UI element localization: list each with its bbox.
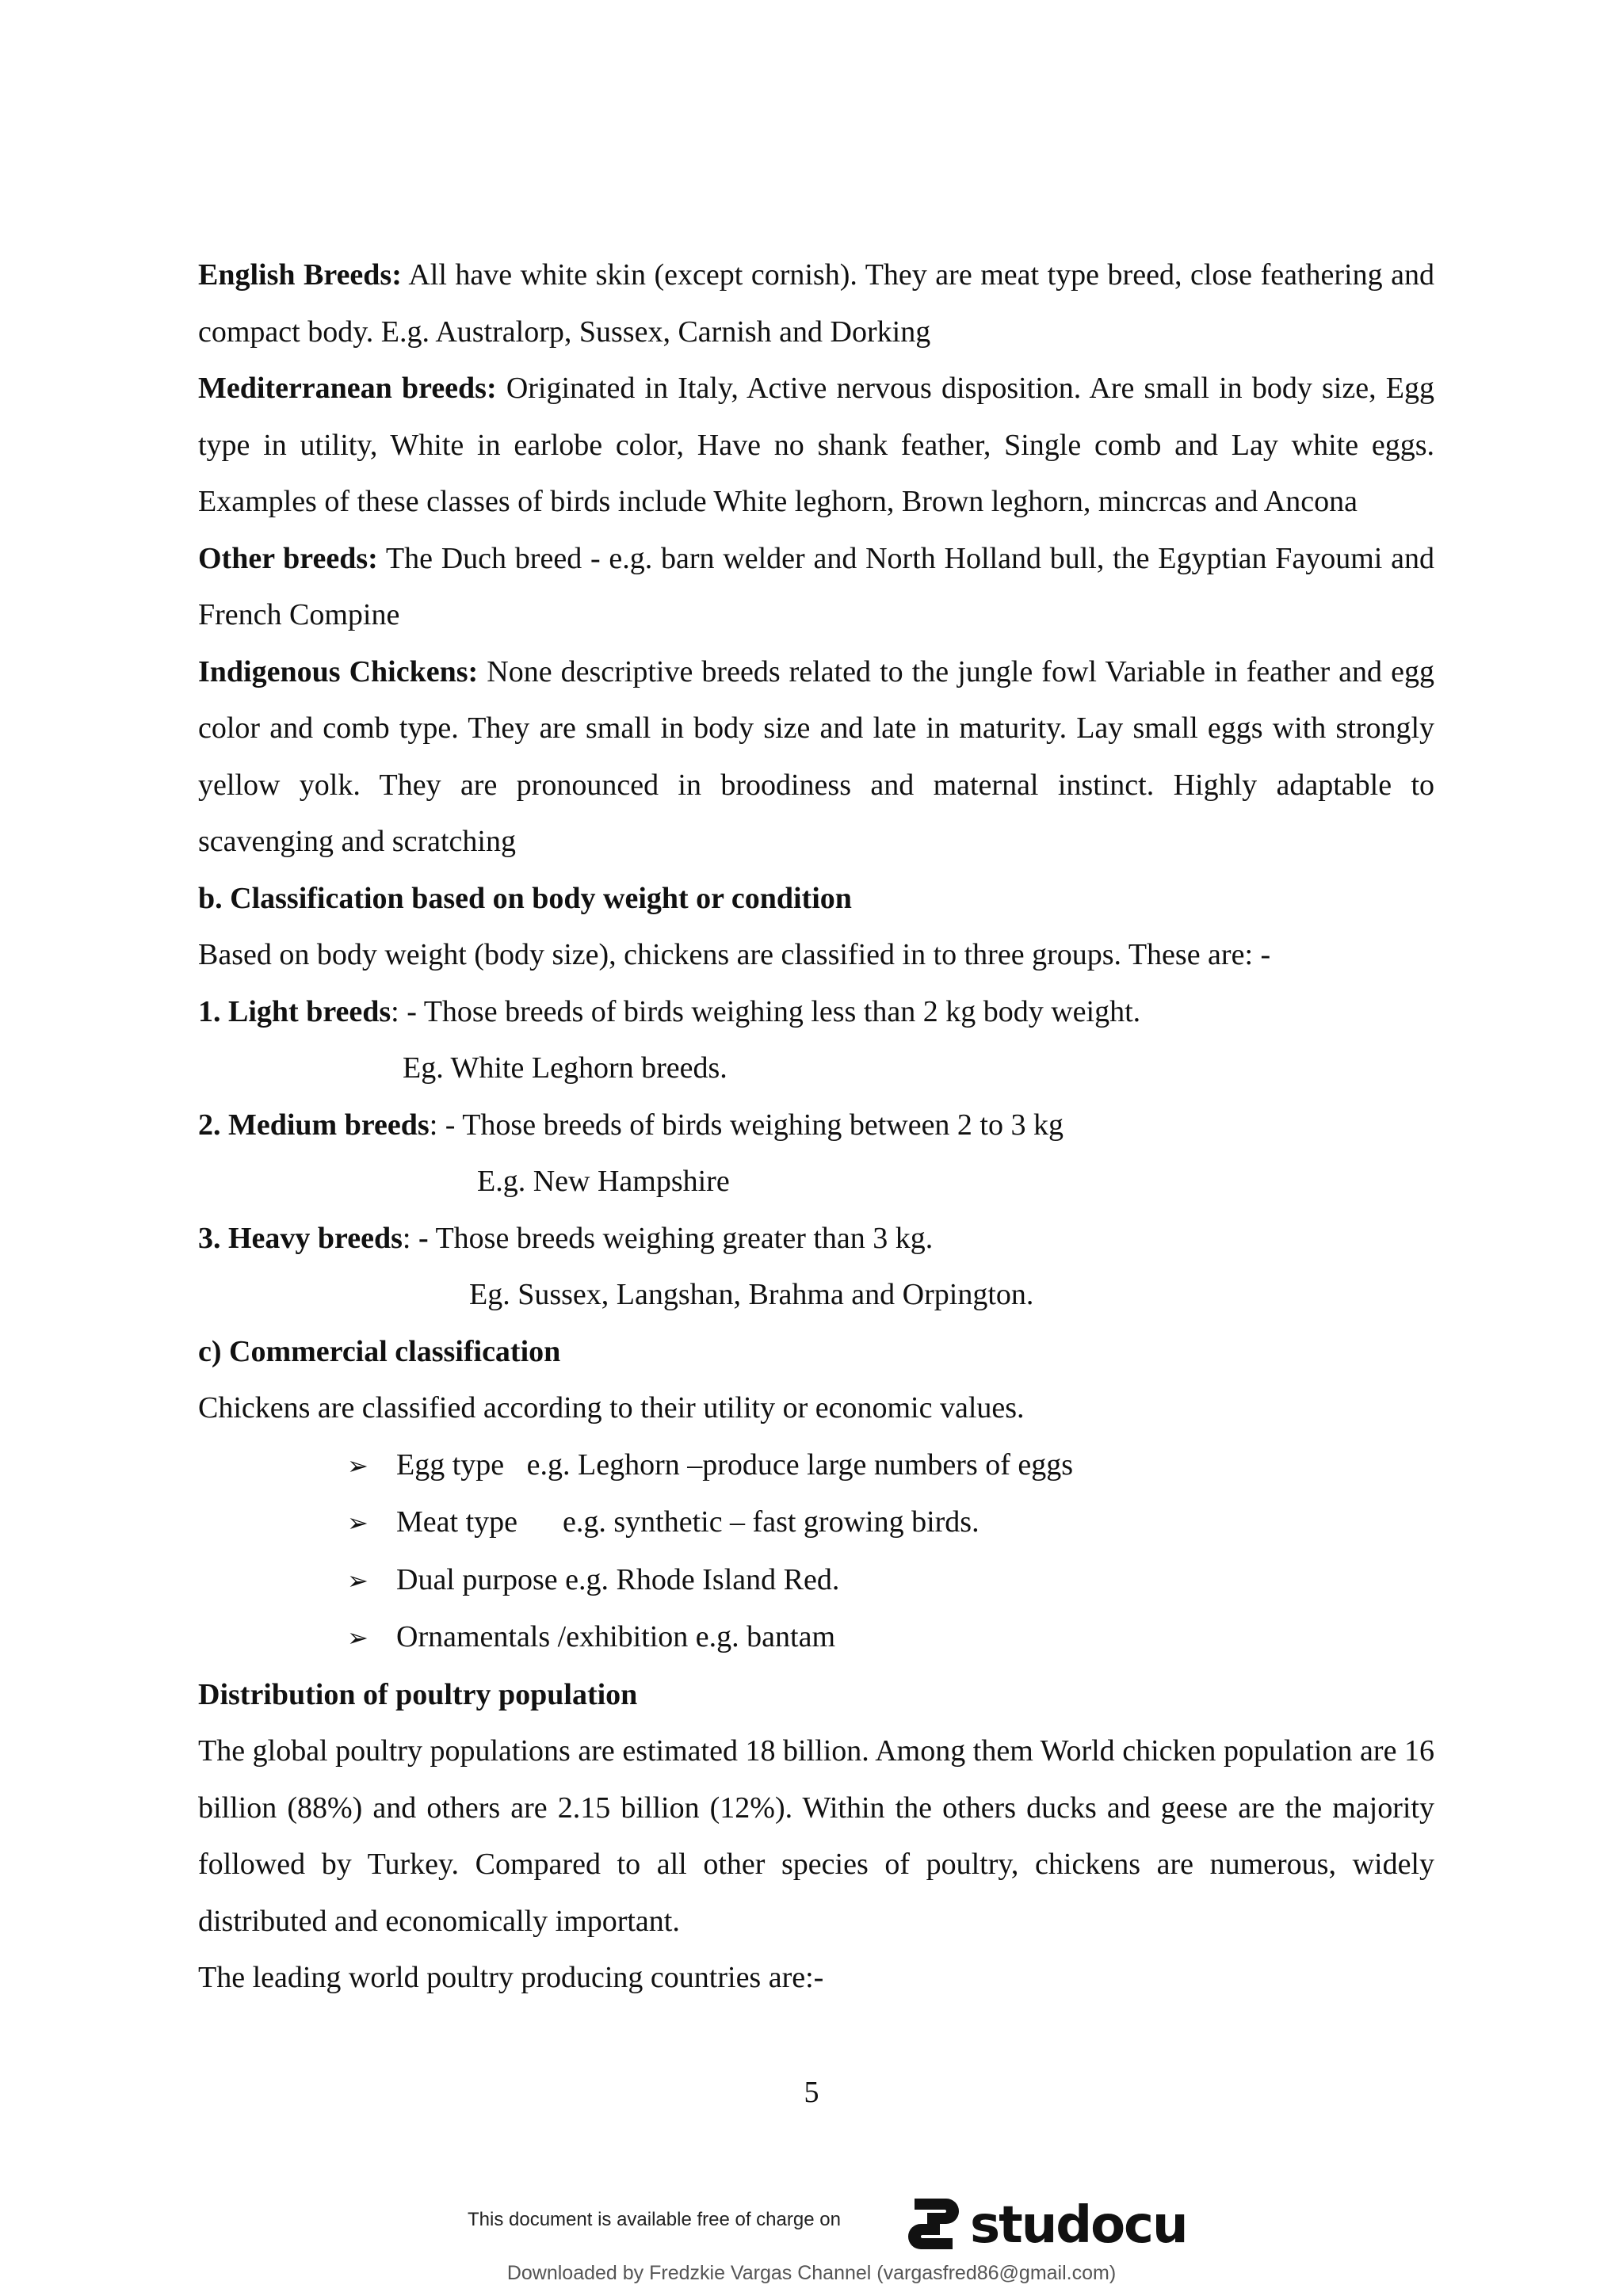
body-weight-intro: Based on body weight (body size), chickens are classified in to three groups. These are: - [198, 938, 1271, 971]
arrow-bullet-icon: ➢ [347, 1623, 369, 1653]
commercial-heading: c) Commercial classification [198, 1334, 561, 1368]
mediterranean-breeds-paragraph [198, 360, 1434, 531]
arrow-bullet-icon: ➢ [347, 1450, 369, 1481]
leading-countries-line: The leading world poultry producing countries are:- [198, 1961, 824, 1994]
english-breeds-paragraph [198, 247, 1434, 360]
other-breeds-paragraph [198, 531, 1434, 644]
distribution-heading: Distribution of poultry population [198, 1677, 638, 1711]
studocu-logo[interactable] [900, 2190, 1187, 2261]
light-breeds-label: 1. Light breeds [198, 994, 391, 1028]
commercial-bullet-list [198, 1437, 1434, 1667]
mediterranean-breeds-text: Originated in Italy, Active nervous disposition. Are small in body size, Egg type in utility, White in earlobe color, Have no shank feather, Single comb and Lay white eggs. Examples of these classes of birds include White leghorn, Brown leghorn, mincrcas and Ancona [198, 372, 1434, 518]
heavy-breeds-label: 3. Heavy breeds [198, 1221, 403, 1255]
list-item [347, 1609, 1434, 1667]
medium-breeds-label: 2. Medium breeds [198, 1108, 430, 1142]
indigenous-chickens-paragraph [198, 644, 1434, 871]
footer-available-text: This document is available free of charge on [468, 2209, 841, 2230]
list-item-text: Ornamentals /exhibition e.g. bantam [396, 1620, 836, 1653]
list-item [347, 1494, 1434, 1552]
medium-breeds-example: E.g. New Hampshire [477, 1165, 730, 1198]
english-breeds-text: All have white skin (except cornish). They are meat type breed, close feathering and compact body. E.g. Australorp, Sussex, Carnish and Dorking [198, 258, 1434, 349]
english-breeds-label: English Breeds: [198, 258, 402, 292]
mediterranean-breeds-label: Mediterranean breeds: [198, 372, 497, 405]
commercial-intro: Chickens are classified according to their utility or economic values. [198, 1391, 1025, 1425]
other-breeds-text: The Duch breed - e.g. barn welder and North Holland bull, the Egyptian Fayoumi and French Compine [198, 541, 1434, 631]
arrow-bullet-icon: ➢ [347, 1565, 369, 1596]
indigenous-chickens-text: None descriptive breeds related to the jungle fowl Variable in feather and egg color and comb type. They are small in body size and late in maturity. Lay small eggs with strongly yellow yolk. They are pronounced in broodiness and maternal instinct. Highly adaptable to scavenging and scratching [198, 654, 1434, 858]
distribution-paragraph: The global poultry populations are estimated 18 billion. Among them World chicken population are 16 billion (88%) and others are 2.15 billion (12%). Within the others ducks and geese are the majority followed by Turkey. Compared to all other species of poultry, chickens are numerous, widely distributed and economically important. [198, 1734, 1434, 1938]
list-item [347, 1552, 1434, 1610]
studocu-brand-text: studocu [970, 2196, 1187, 2255]
body-weight-heading: b. Classification based on body weight or condition [198, 881, 852, 915]
medium-breeds-line [198, 1097, 1434, 1154]
heavy-breeds-colon: : [402, 1221, 418, 1255]
arrow-bullet-icon: ➢ [347, 1508, 369, 1538]
list-item-text: Egg type e.g. Leghorn –produce large numbers of eggs [396, 1447, 1074, 1482]
page-number: 5 [804, 2076, 819, 2109]
indigenous-chickens-label: Indigenous Chickens: [198, 654, 479, 688]
heavy-breeds-dash: - [418, 1221, 429, 1255]
list-item-text: Dual purpose e.g. Rhode Island Red. [396, 1562, 840, 1596]
studocu-logo-icon [900, 2191, 967, 2261]
other-breeds-label: Other breeds: [198, 541, 378, 575]
list-item-text: Meat type e.g. synthetic – fast growing birds. [396, 1505, 980, 1539]
heavy-breeds-text: Those breeds weighing greater than 3 kg. [428, 1221, 934, 1255]
light-breeds-line [198, 984, 1434, 1041]
page-content [198, 247, 1434, 2007]
light-breeds-example: Eg. White Leghorn breeds. [403, 1051, 727, 1085]
light-breeds-text: : - Those breeds of birds weighing less than 2 kg body weight. [391, 994, 1141, 1028]
heavy-breeds-line [198, 1211, 1434, 1268]
list-item [347, 1437, 1434, 1495]
medium-breeds-text: : - Those breeds of birds weighing between 2 to 3 kg [429, 1108, 1064, 1142]
heavy-breeds-example: Eg. Sussex, Langshan, Brahma and Orpington. [469, 1278, 1034, 1311]
downloaded-by-text: Downloaded by Fredzkie Vargas Channel (vargasfred86@gmail.com) [506, 2262, 1117, 2284]
